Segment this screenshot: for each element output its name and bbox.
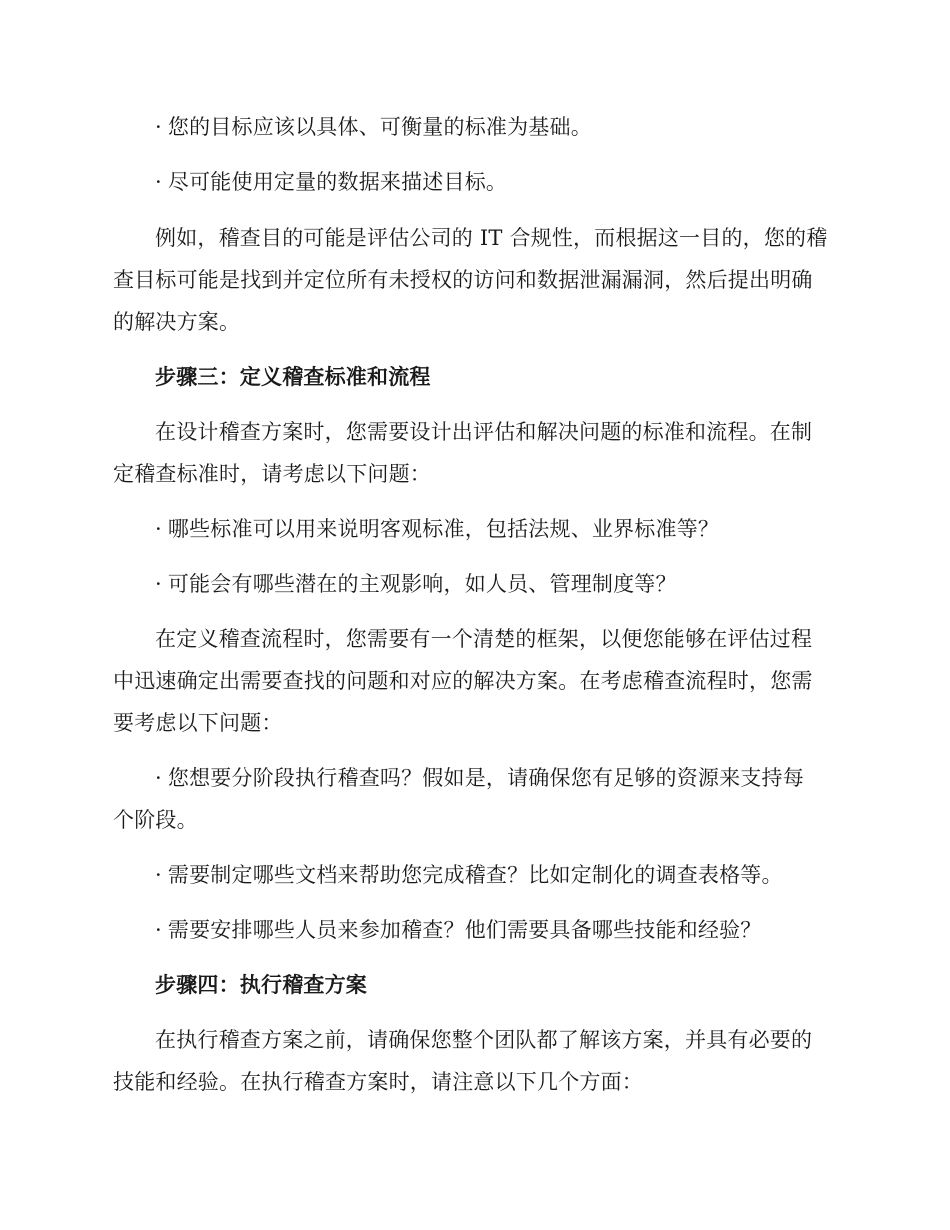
paragraph-line: 中迅速确定出需要查找的问题和对应的解决方案。在考虑稽查流程时，您需 — [113, 669, 813, 693]
paragraph-line: 定稽查标准时，请考虑以下问题： — [113, 462, 431, 486]
bullet-item — [155, 569, 677, 599]
section-heading: 步骤三：定义稽查标准和流程 — [155, 364, 431, 389]
bullet-text: 需要安排哪些人员来参加稽查？他们需要具备哪些技能和经验？ — [167, 918, 762, 942]
bullet-text: 哪些标准可以用来说明客观标准，包括法规、业界标准等？ — [167, 517, 720, 541]
bullet-dot: · — [155, 170, 162, 194]
paragraph-line: 的解决方案。 — [113, 310, 241, 334]
bullet-item — [155, 514, 719, 544]
paragraph-line: 要考虑以下问题： — [113, 711, 283, 735]
bullet-text: 您想要分阶段执行稽查吗？假如是，请确保您有足够的资源来支持每 — [167, 766, 804, 790]
section-heading: 步骤四：执行稽查方案 — [155, 972, 367, 997]
bullet-item — [155, 860, 783, 890]
bullet-dot: · — [155, 918, 162, 942]
bullet-item — [155, 167, 507, 197]
bullet-text: 可能会有哪些潜在的主观影响，如人员、管理制度等？ — [167, 572, 677, 596]
bullet-text: 尽可能使用定量的数据来描述目标。 — [167, 170, 508, 194]
bullet-dot: · — [155, 517, 162, 541]
paragraph-line: 例如，稽查目的可能是评估公司的 IT 合规性，而根据这一目的，您的稽 — [155, 226, 828, 250]
bullet-dot: · — [155, 115, 162, 139]
paragraph-line: 在定义稽查流程时，您需要有一个清楚的框架，以便您能够在评估过程 — [155, 627, 813, 651]
bullet-item — [155, 915, 762, 945]
bullet-text: 需要制定哪些文档来帮助您完成稽查？比如定制化的调查表格等。 — [167, 863, 783, 887]
bullet-continuation: 个阶段。 — [113, 808, 198, 832]
paragraph-line: 技能和经验。在执行稽查方案时，请注意以下几个方面： — [113, 1070, 643, 1094]
bullet-dot: · — [155, 863, 162, 887]
bullet-text: 您的目标应该以具体、可衡量的标准为基础。 — [167, 115, 592, 139]
paragraph-line: 查目标可能是找到并定位所有未授权的访问和数据泄漏漏洞，然后提出明确 — [113, 268, 813, 292]
paragraph-line: 在执行稽查方案之前，请确保您整个团队都了解该方案，并具有必要的 — [155, 1028, 813, 1052]
bullet-item — [155, 763, 804, 793]
paragraph-line: 在设计稽查方案时，您需要设计出评估和解决问题的标准和流程。在制 — [155, 420, 813, 444]
bullet-item — [155, 112, 592, 142]
bullet-dot: · — [155, 766, 162, 790]
bullet-dot: · — [155, 572, 162, 596]
